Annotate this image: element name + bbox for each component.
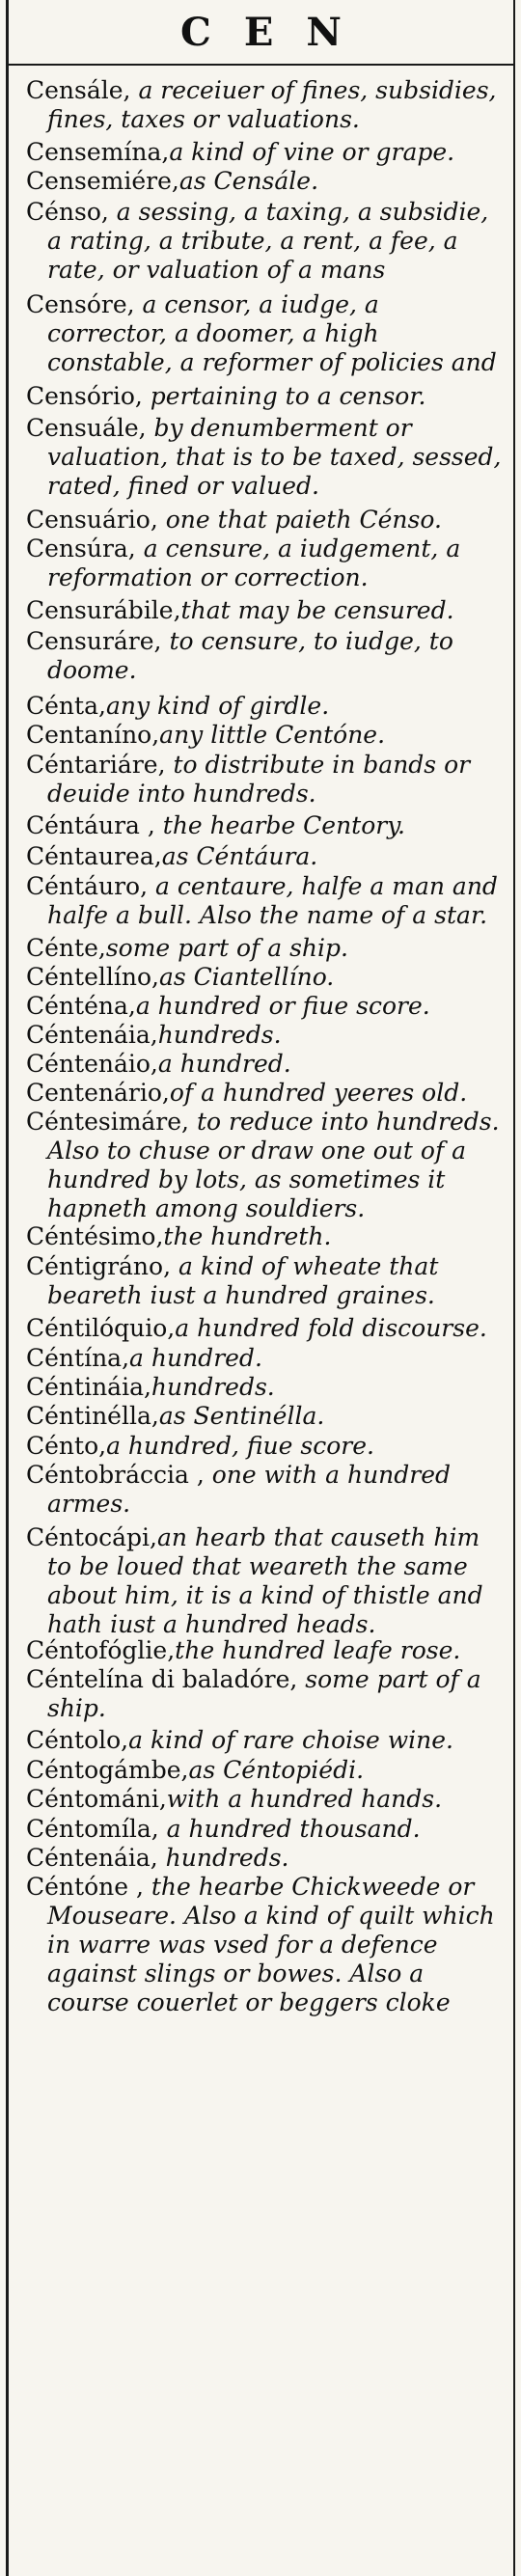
- dictionary-entry: [26, 692, 506, 721]
- dictionary-entry: [26, 1523, 506, 1639]
- entry-headword: Céntesimáre,: [26, 1108, 189, 1136]
- entry-headword: Céntésimo,: [26, 1222, 164, 1250]
- entry-definition: the hundred leafe rose.: [175, 1636, 461, 1664]
- entry-definition: to reduce into hundreds. Also to chuse or draw one out of a hundred by lots, as sometimes it hapneth among souldiers.: [47, 1108, 500, 1222]
- entry-definition: a centaure, halfe a man and halfe a bull. Also the name of a star.: [47, 872, 498, 929]
- entry-headword: Censuário,: [26, 506, 158, 534]
- entry-headword: Censúra,: [26, 534, 136, 562]
- entry-definition: a hundred.: [129, 1344, 262, 1372]
- dictionary-entry: [26, 1079, 506, 1108]
- entry-headword: Céntellíno,: [26, 963, 159, 991]
- entry-headword: Céntenáia,: [26, 1844, 158, 1872]
- entry-headword: Céntaurea,: [26, 842, 162, 870]
- dictionary-entry: [26, 1665, 506, 1723]
- entry-headword: Céntína,: [26, 1344, 130, 1372]
- entry-headword: Céntáura ,: [26, 811, 155, 839]
- entry-headword: Cénso,: [26, 198, 109, 226]
- entry-headword: Censurábile,: [26, 596, 181, 624]
- dictionary-entry: [26, 811, 506, 840]
- page-header-title: CEN: [180, 9, 374, 55]
- dictionary-entry: [26, 198, 506, 285]
- entry-headword: Centaníno,: [26, 721, 160, 749]
- entry-definition: with a hundred hands.: [166, 1785, 443, 1813]
- dictionary-entry: [26, 1726, 506, 1755]
- entry-definition: any kind of girdle.: [105, 692, 330, 720]
- entry-headword: Censemína,: [26, 138, 170, 166]
- entry-definition: a hundred thousand.: [158, 1815, 421, 1843]
- entry-definition: the hundreth.: [163, 1222, 332, 1250]
- entry-headword: Cénta,: [26, 692, 106, 720]
- entry-headword: Céntóne ,: [26, 1873, 144, 1901]
- dictionary-entry: [26, 1373, 506, 1402]
- entry-headword: Censuráre,: [26, 627, 162, 655]
- entry-headword: Cénto,: [26, 1432, 107, 1460]
- entry-definition: some part of a ship.: [105, 934, 348, 962]
- dictionary-entry: [26, 138, 506, 167]
- entry-definition: as Sentinélla.: [158, 1402, 325, 1430]
- dictionary-entry: [26, 1021, 506, 1050]
- entry-headword: Céntofóglie,: [26, 1636, 176, 1664]
- dictionary-entry: [26, 1844, 506, 1873]
- dictionary-entry: [26, 872, 506, 930]
- dictionary-entry: [26, 1402, 506, 1431]
- entry-headword: Céntenáia,: [26, 1021, 158, 1049]
- entry-headword: Céntariáre,: [26, 751, 166, 779]
- dictionary-entry: [26, 1222, 506, 1251]
- entry-definition: to distribute in bands or deuide into hundreds.: [47, 751, 471, 808]
- dictionary-entry: [26, 1756, 506, 1785]
- entry-definition: one with a hundred armes.: [47, 1461, 452, 1518]
- entry-headword: Céntilóquio,: [26, 1314, 176, 1342]
- entry-definition: a hundred.: [157, 1050, 291, 1078]
- entry-definition: as Censále.: [178, 167, 319, 195]
- entry-definition: hundreds.: [157, 1021, 282, 1049]
- entry-definition: pertaining to a censor.: [142, 382, 426, 410]
- entry-definition: as Céntáura.: [161, 842, 318, 870]
- entry-headword: Censuále,: [26, 414, 147, 442]
- dictionary-entry: [26, 751, 506, 808]
- dictionary-entry: [26, 414, 506, 501]
- entry-headword: Céntomíla,: [26, 1815, 159, 1843]
- entry-definition: hundreds.: [151, 1373, 275, 1401]
- entry-definition: one that paieth Cénso.: [157, 506, 442, 534]
- entry-headword: Céntinélla,: [26, 1402, 159, 1430]
- dictionary-page: [6, 0, 515, 2576]
- dictionary-entry: [26, 1815, 506, 1844]
- entry-headword: Céntogámbe,: [26, 1756, 189, 1784]
- dictionary-entry: [26, 627, 506, 685]
- dictionary-entry: [26, 1314, 506, 1343]
- dictionary-entry: [26, 290, 506, 377]
- entry-definition: as Ciantellíno.: [158, 963, 335, 991]
- dictionary-entry: [26, 534, 506, 592]
- entry-definition: as Céntopiédi.: [188, 1756, 365, 1784]
- dictionary-entry: [26, 1108, 506, 1223]
- entry-definition: that may be censured.: [180, 596, 454, 624]
- dictionary-entry: [26, 1344, 506, 1373]
- entry-headword: Céntelína di baladóre,: [26, 1665, 298, 1693]
- entry-definition: to censure, to iudge, to doome.: [47, 627, 453, 684]
- entry-definition: any little Centóne.: [159, 721, 386, 749]
- entry-headword: Censemiére,: [26, 167, 179, 195]
- dictionary-entry: [26, 1461, 506, 1519]
- entry-definition: some part of a ship.: [47, 1665, 481, 1722]
- entry-headword: Céntináia,: [26, 1373, 151, 1401]
- entry-definition: the hearbe Centory.: [154, 811, 405, 839]
- entry-headword: Censále,: [26, 76, 131, 104]
- entry-headword: Centenário,: [26, 1079, 170, 1107]
- entry-headword: Censório,: [26, 382, 143, 410]
- entry-definition: a receiuer of fines, subsidies, fines, taxes or valuations.: [47, 76, 497, 133]
- entry-headword: Céntocápi,: [26, 1523, 157, 1551]
- entry-definition: of a hundred yeeres old.: [169, 1079, 468, 1107]
- entry-definition: by denumberment or valuation, that is to be taxed, sessed, rated, fined or valued.: [47, 414, 502, 500]
- entry-headword: Céntenáio,: [26, 1050, 158, 1078]
- entry-definition: a hundred or fiue score.: [135, 992, 430, 1020]
- dictionary-entry: [26, 721, 506, 750]
- page-header: [9, 0, 513, 66]
- entry-headword: Céntigráno,: [26, 1252, 172, 1280]
- entry-definition: a kind of rare choise wine.: [128, 1726, 453, 1754]
- entry-headword: Céntáuro,: [26, 872, 149, 900]
- entry-headword: Cénte,: [26, 934, 106, 962]
- entry-definition: a kind of wheate that beareth iust a hundred graines.: [47, 1252, 439, 1309]
- dictionary-entry: [26, 934, 506, 963]
- dictionary-entry: [26, 842, 506, 871]
- entry-headword: Censóre,: [26, 290, 135, 318]
- dictionary-entry: [26, 1636, 506, 1665]
- entry-definition: a censor, a iudge, a corrector, a doomer, a high constable, a reformer of policies and: [47, 290, 497, 376]
- entry-headword: Cénténa,: [26, 992, 136, 1020]
- dictionary-entry: [26, 506, 506, 534]
- entry-definition: a hundred, fiue score.: [106, 1432, 374, 1460]
- entry-definition: a censure, a iudgement, a reformation or correction.: [47, 534, 461, 591]
- entry-headword: Céntobráccia ,: [26, 1461, 205, 1489]
- dictionary-entry: [26, 1785, 506, 1814]
- dictionary-entry: [26, 1050, 506, 1079]
- entry-headword: Céntománi,: [26, 1785, 167, 1813]
- entry-definition: a kind of vine or grape.: [169, 138, 455, 166]
- dictionary-entry: [26, 382, 506, 411]
- dictionary-entry: [26, 963, 506, 992]
- entry-headword: Céntolo,: [26, 1726, 129, 1754]
- entry-definition: a hundred fold discourse.: [175, 1314, 487, 1342]
- dictionary-entry: [26, 167, 506, 196]
- entry-definition: hundreds.: [157, 1844, 289, 1872]
- dictionary-entry: [26, 596, 506, 625]
- dictionary-entry: [26, 1873, 506, 2017]
- dictionary-entry: [26, 1432, 506, 1461]
- entry-definition: the hearbe Chickweede or Mouseare. Also a kind of quilt which in warre was vsed for a defence against slings or bowes. Also a course couerlet or beggers cloke: [47, 1873, 495, 2016]
- entry-definition: an hearb that causeth him to be loued that weareth the same about him, it is a kind of thistle and hath iust a hundred heads.: [47, 1523, 483, 1638]
- entry-definition: a sessing, a taxing, a subsidie, a rating, a tribute, a rent, a fee, a rate, or valuation of a mans: [47, 198, 489, 284]
- dictionary-entry: [26, 992, 506, 1021]
- dictionary-entry: [26, 1252, 506, 1310]
